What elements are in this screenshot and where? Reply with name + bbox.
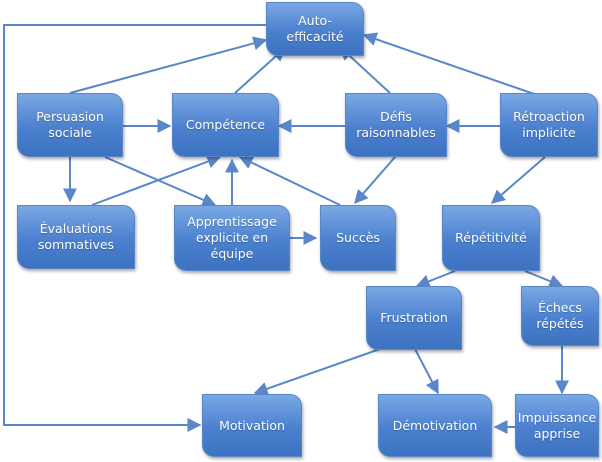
node-demotivation — [378, 394, 492, 457]
node-label: Rétroaction implicite — [513, 109, 585, 140]
node-label: Motivation — [219, 417, 285, 433]
node-impuissance-apprise — [515, 394, 599, 457]
node-label: Répétitivité — [455, 230, 527, 245]
edge-repetitivite-to-frustration — [417, 271, 455, 286]
node-label: Défis raisonnables — [356, 109, 436, 140]
node-repetitivite — [442, 205, 540, 271]
edge-frustration-to-demotivation — [415, 349, 438, 393]
edge-repetitivite-to-echecs — [525, 271, 562, 286]
node-label: Succès — [336, 230, 380, 245]
node-competence — [172, 93, 279, 157]
node-echecs-repetes — [521, 286, 599, 346]
edge-defis-to-succes — [355, 157, 395, 203]
node-label: Compétence — [185, 117, 266, 132]
node-auto-efficacite — [266, 2, 364, 56]
node-label: Persuasion sociale — [36, 109, 104, 140]
node-retroaction-implicite — [500, 93, 598, 157]
node-label: Impuissance apprise — [517, 409, 597, 441]
node-frustration — [366, 286, 462, 350]
node-persuasion-sociale — [17, 93, 123, 157]
node-label: Démotivation — [392, 417, 478, 433]
node-succes — [320, 205, 396, 271]
edge-persuasion-to-autoefficacite — [70, 40, 266, 93]
edge-frustration-to-motivation — [255, 349, 380, 393]
edge-retroaction-to-autoefficacite — [364, 35, 540, 96]
edge-succes-to-competence — [240, 157, 340, 205]
node-label: Apprentissage explicite en équipe — [187, 214, 277, 261]
node-label: Auto- efficacité — [286, 13, 344, 44]
node-label: Frustration — [380, 310, 448, 325]
edge-retroaction-to-repetitivite — [492, 157, 545, 203]
node-motivation — [202, 394, 302, 457]
node-apprentissage — [174, 205, 290, 271]
node-label: Échecs répétés — [536, 300, 584, 331]
node-defis-raisonnables — [345, 93, 447, 157]
node-label: Évaluations sommatives — [37, 221, 115, 252]
node-evaluations-sommatives — [17, 205, 135, 269]
